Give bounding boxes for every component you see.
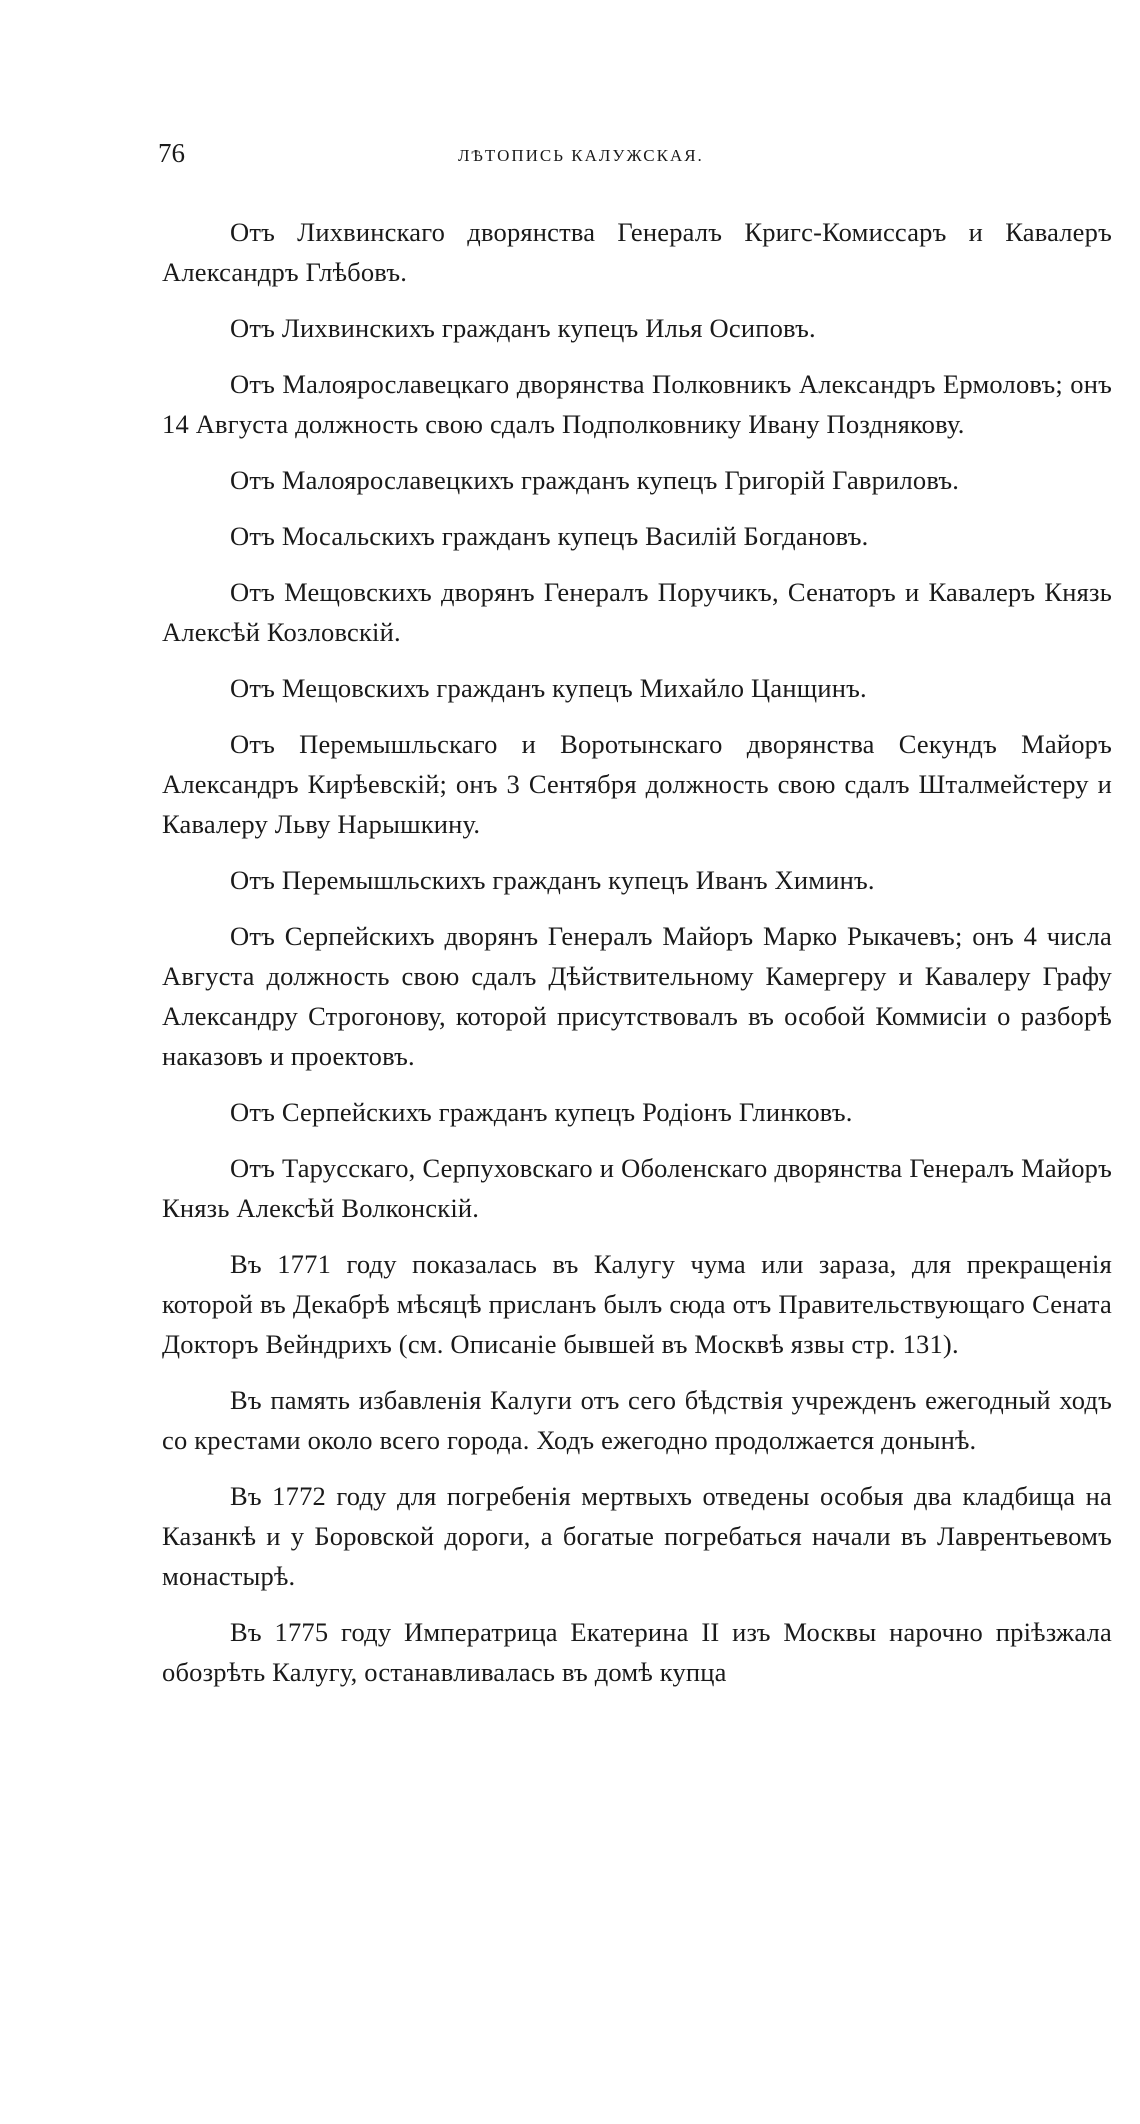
- paragraph-15: Въ 1772 году для погребенія мертвыхъ отведены особыя два кладбища на Казанкѣ и у Боровской дороги, а богатые погребаться начали въ Лаврентьевомъ монастырѣ.: [162, 1481, 1112, 1591]
- paragraph-14: Въ память избавленія Калуги отъ сего бѣдствія учрежденъ ежегодный ходъ со крестами около всего города. Ходъ ежегодно продолжается донынѣ.: [162, 1385, 1112, 1455]
- paragraph-13: Въ 1771 году показалась въ Калугу чума или зараза, для прекращенія которой въ Декабрѣ мѣсяцѣ присланъ былъ сюда отъ Правительствующаго Сената Докторъ Вейндрихъ (см. Описаніе бывшей въ Москвѣ язвы стр. 131).: [162, 1249, 1112, 1359]
- page-header: [158, 138, 1028, 178]
- paragraph-12: Отъ Тарусскаго, Серпуховскаго и Оболенскаго дворянства Генералъ Майоръ Князь Алексѣй Волконскій.: [162, 1153, 1112, 1223]
- paragraph-8: Отъ Перемышльскаго и Воротынскаго дворянства Секундъ Майоръ Александръ Кирѣевскій; онъ 3 Сентября должность свою сдалъ Шталмейстеру и Кавалеру Льву Нарышкину.: [162, 729, 1112, 839]
- page-number: 76: [158, 138, 185, 168]
- paragraph-5: Отъ Мосальскихъ гражданъ купецъ Василій Богдановъ.: [230, 521, 869, 551]
- paragraph-2: Отъ Лихвинскихъ гражданъ купецъ Илья Осиповъ.: [230, 313, 816, 343]
- running-title: ЛѢТОПИСЬ КАЛУЖСКАЯ.: [458, 146, 704, 165]
- paragraph-3: Отъ Малоярославецкаго дворянства Полковникъ Александръ Ермоловъ; онъ 14 Августа должность свою сдалъ Подполковнику Ивану Позднякову.: [162, 369, 1112, 439]
- paragraph-4: Отъ Малоярославецкихъ гражданъ купецъ Григорій Гавриловъ.: [230, 465, 960, 495]
- paragraph-6: Отъ Мещовскихъ дворянъ Генералъ Поручикъ, Сенаторъ и Кавалеръ Князь Алексѣй Козловскій.: [162, 577, 1112, 647]
- paragraph-16: Въ 1775 году Императрица Екатерина II изъ Москвы нарочно пріѣзжала обозрѣть Калугу, останавливалась въ домѣ купца: [162, 1617, 1112, 1687]
- paragraph-1: Отъ Лихвинскаго дворянства Генералъ Кригс-Комиссаръ и Кавалеръ Александръ Глѣбовъ.: [162, 217, 1112, 287]
- paragraph-11: Отъ Серпейскихъ гражданъ купецъ Родіонъ Глинковъ.: [230, 1097, 853, 1127]
- paragraph-9: Отъ Перемышльскихъ гражданъ купецъ Иванъ Химинъ.: [230, 865, 875, 895]
- body-text: [162, 212, 1112, 1708]
- paragraph-7: Отъ Мещовскихъ гражданъ купецъ Михайло Цанщинъ.: [230, 673, 867, 703]
- paragraph-10: Отъ Серпейскихъ дворянъ Генералъ Майоръ Марко Рыкачевъ; онъ 4 числа Августа должность свою сдалъ Дѣйствительному Камергеру и Кавалеру Графу Александру Строгонову, которой присутствовалъ въ особой Коммисіи о разборѣ наказовъ и проектовъ.: [162, 921, 1112, 1071]
